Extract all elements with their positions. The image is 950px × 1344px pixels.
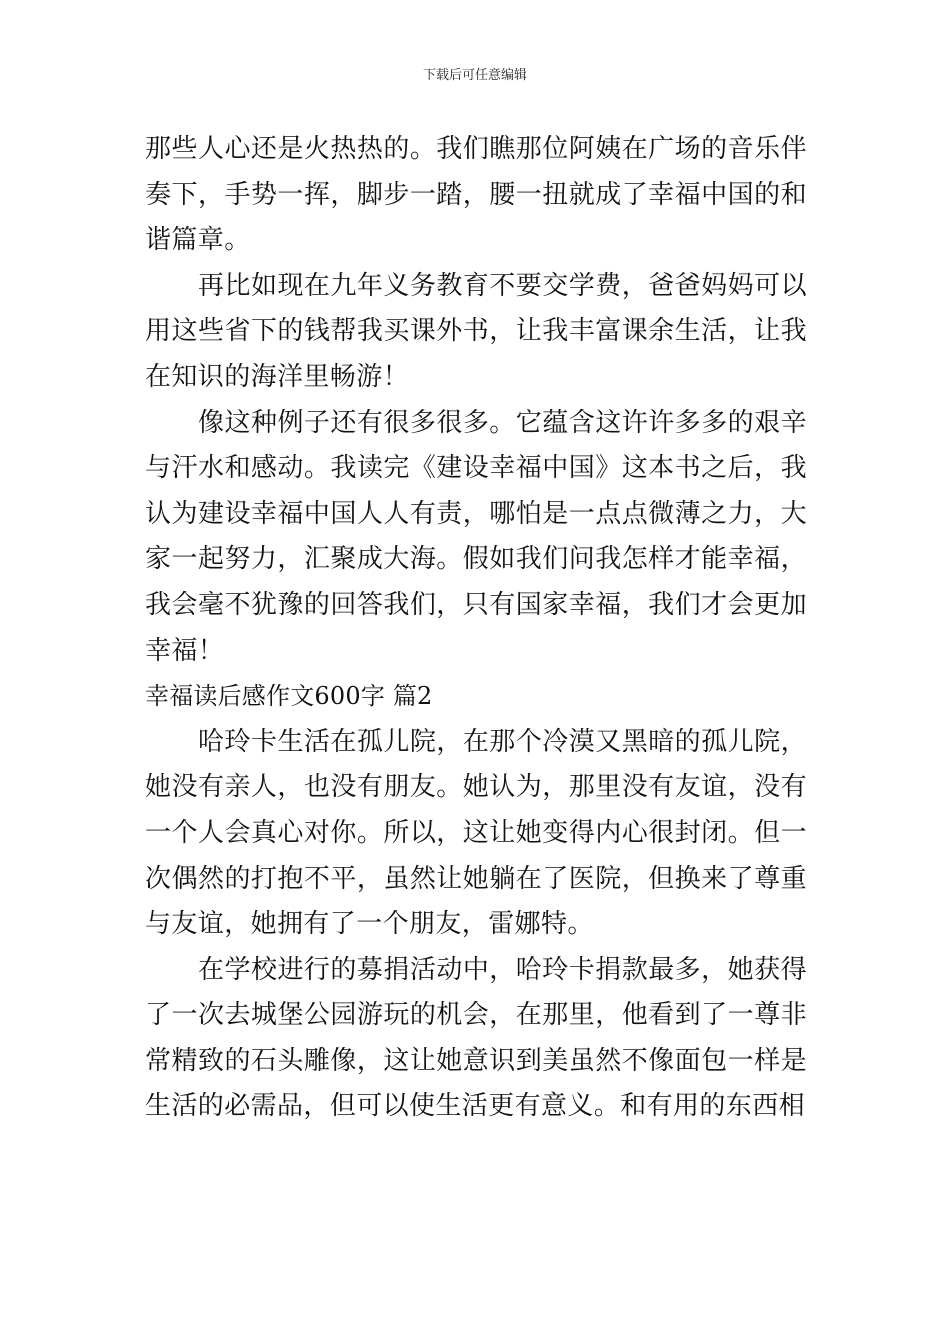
section-heading: 幸福读后感作文600字 篇2 xyxy=(145,682,433,711)
paragraph-examples: 像这种例子还有很多很多。它蕴含这许许多多的艰辛与汗水和感动。我读完《建设幸福中国》这本书之后，我认为建设幸福中国人人有责，哪怕是一点点微薄之力，大家一起努力，汇聚成大海。假如我们问我怎样才能幸福，我会毫不犹豫的回答我们，只有国家幸福，我们才会更加幸福！ xyxy=(145,407,807,666)
paragraph-education: 再比如现在九年义务教育不要交学费，爸爸妈妈可以用这些省下的钱帮我买课外书，让我丰富课余生活，让我在知识的海洋里畅游！ xyxy=(145,270,807,392)
page-header: 下载后可任意编辑 xyxy=(422,68,527,83)
paragraph-orphanage: 哈玲卡生活在孤儿院，在那个冷漠又黑暗的孤儿院，她没有亲人，也没有朋友。她认为，那里没有友谊，没有一个人会真心对你。所以，这让她变得内心很封闭。但一次偶然的打抱不平，虽然让她躺在了医院，但换来了尊重与友谊，她拥有了一个朋友，雷娜特。 xyxy=(145,726,807,940)
paragraph-continuation: 那些人心还是火热热的。我们瞧那位阿姨在广场的音乐伴奏下，手势一挥，脚步一踏，腰一扭就成了幸福中国的和谐篇章。 xyxy=(145,134,807,256)
paragraph-donation: 在学校进行的募捐活动中，哈玲卡捐款最多，她获得了一次去城堡公园游玩的机会，在那里，他看到了一尊非常精致的石头雕像，这让她意识到美虽然不像面包一样是生活的必需品，但可以使生活更有意义。和有用的东西相 xyxy=(145,954,807,1122)
document-body xyxy=(145,127,807,1130)
